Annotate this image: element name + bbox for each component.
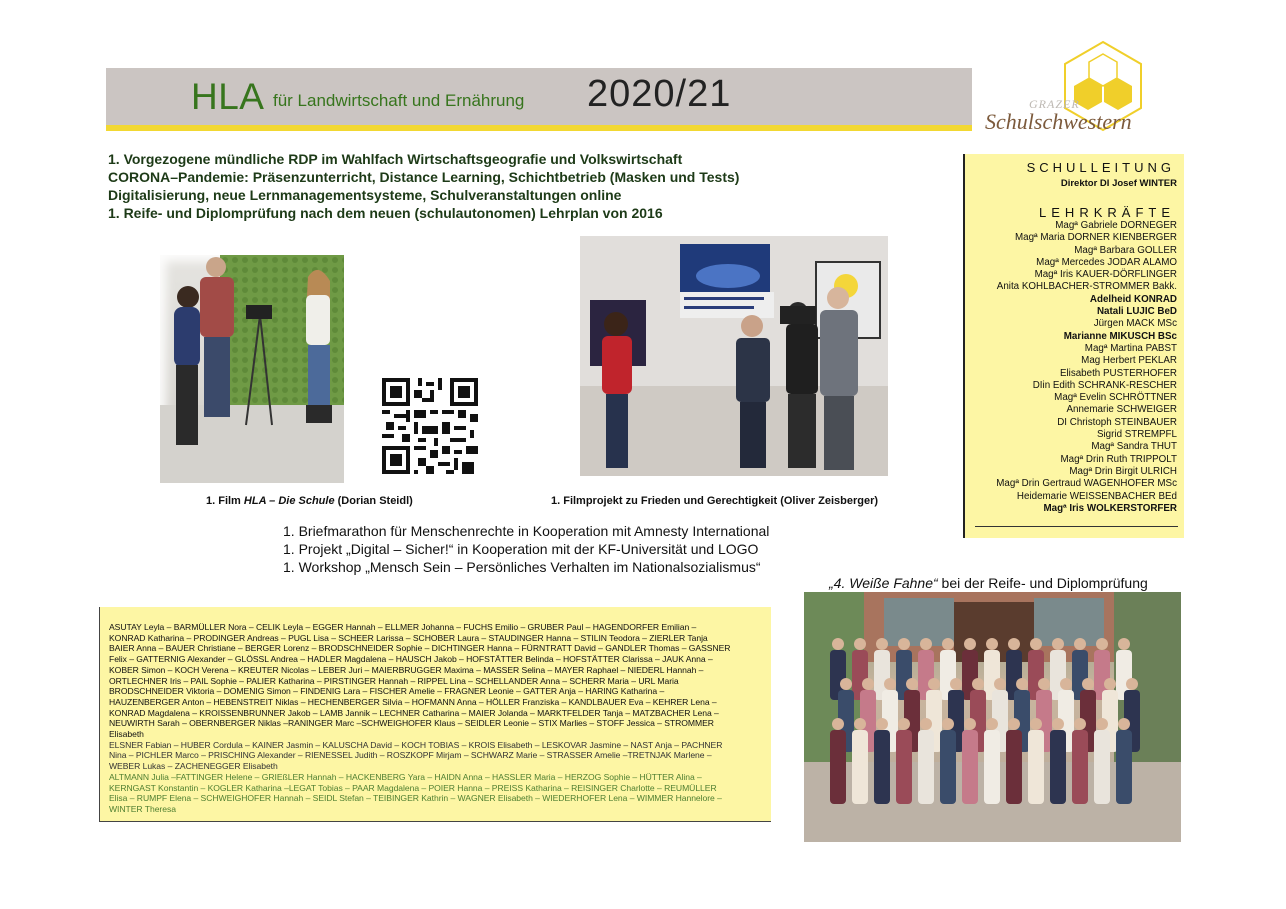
headlines [108,150,828,222]
teacher-name: Jürgen MACK MSc [1093,318,1177,330]
student-line: HAUZENBERGER Anton – HEBENSTREIT Niklas – HECHENBERGER Silvia – HOFMANN Anna – HÖLLER Franziska – KANDLBAUER Eva – KEHRER Lena – [109,696,717,707]
teacher-name: DIin Edith SCHRANK-RESCHER [1032,379,1177,391]
teacher-name: Natali LUJIC BeD [1096,306,1177,318]
logo-grazer-text: GRAZER [1029,97,1080,111]
title-year: 2020/21 [587,73,732,115]
teacher-name: Heidemarie WEISSENBACHER BEd [1016,490,1177,502]
events-list [283,522,769,576]
student-line: Elisabeth [109,729,144,740]
teacher-name: Elisabeth PUSTERHOFER [1059,367,1177,379]
student-line: BAIER Anna – BAUER Christiane – BERGER Lorenz – BRODSCHNEIDER Sophie – DICHTINGER Hanna – FÜRNTRATT David – GANDLER Thomas – GASSNER [109,643,731,654]
teacher-name: Magª Gabriele DORNEGER [1055,220,1177,231]
photo-film-interview [160,255,344,483]
caption-film-suffix: (Dorian Steidl) [334,495,413,507]
teacher-name: Magª Iris WOLKERSTORFER [1043,502,1177,514]
teacher-name: Magª Martina PABST [1084,342,1177,354]
teacher-name: Marianne MIKUSCH BSc [1063,330,1177,342]
title-subtitle: für Landwirtschaft und Ernährung [273,91,525,110]
caption-weisse-fahne [829,575,1148,591]
teacher-name: Magª Barbara GOLLER [1074,244,1177,256]
teacher-name: Magª Maria DORNER KIENBERGER [1014,232,1177,244]
photo-filmprojekt [580,236,888,476]
student-line: WEBER Lukas – ZACHENEGGER Elisabeth [109,761,278,772]
teacher-list [965,220,1177,515]
student-line: WINTER Theresa [109,803,176,814]
student-line: KONRAD Magdalena – KROISSENBRUNNER Jakob – LAMB Jannik – LECHNER Catharina – MAIER Jolanda – MARKTFELDER Tanja – MATZBACHER Lena – [109,707,719,718]
student-line: ORTLECHNER Iris – PAIL Sophie – PALIER Katharina – PIRSTINGER Hannah – RIPPEL Lina – SCHELLANDER Anna – SCHERR Maria – URL Maria [109,675,679,686]
header-underline [106,125,972,131]
event-workshop: 1. Workshop „Mensch Sein – Persönliches Verhalten im Nationalsozialismus“ [283,559,761,575]
student-line: KONRAD Katharina – PRODINGER Andreas – PUGL Lisa – SCHEER Larissa – SCHOBER Laura – STAUDINGER Hanna – STILIN Teodora – ZIERLER Tanja [109,632,708,643]
heading-lehrkraefte: LEHRKRÄFTE [1039,205,1175,220]
headline-2: CORONA–Pandemie: Präsenzunterricht, Distance Learning, Schichtbetrieb (Masken und Tests) [108,169,740,185]
title-hla: HLA [191,76,265,117]
student-line: Felix – GATTERNIG Alexander – GLÖSSL Andrea – HADLER Magdalena – HAUSCH Jakob – HOFSTÄTTER Belinda – HOFSTÄTTER Clarissa – JAUK Anna – [109,654,713,665]
students-box [99,607,771,822]
teacher-name: Mag Herbert PEKLAR [1081,355,1177,367]
student-line: ELSNER Fabian – HUBER Cordula – KAINER Jasmin – KALUSCHA David – KOCH TOBIAS – KROIS Elisabeth – LESKOVAR Jasmine – NAST Anja – PACHNER [109,739,723,750]
logo-schulschwestern-text: Schulschwestern [985,109,1132,134]
student-line: NEUWIRTH Sarah – OBERNBERGER Niklas –RANINGER Marc –SCHWEIGHOFER Klaus – SEIDLER Leonie – STIX Marlies – STOFF Jessica – STROMMER [109,718,714,729]
teacher-name: Magª Mercedes JODAR ALAMO [1036,256,1177,268]
event-digital-sicher: 1. Projekt „Digital – Sicher!“ in Kooperation mit der KF-Universität und LOGO [283,541,759,557]
headline-4: 1. Reife- und Diplomprüfung nach dem neuen (schulautonomen) Lehrplan von 2016 [108,205,663,221]
teacher-name: Magª Drin Birgit ULRICH [1069,465,1177,477]
teacher-name: Magª Drin Gertraud WAGENHOFER MSc [996,478,1177,490]
teacher-name: Annemarie SCHWEIGER [1066,404,1177,416]
school-logo [985,40,1177,150]
student-line: ASUTAY Leyla – BARMÜLLER Nora – CELIK Leyla – EGGER Hannah – ELLMER Johanna – FUCHS Emilio – GRUBER Paul – HAGENDORFER Emilian – [109,622,697,632]
student-line: ALTMANN Julia –FATTINGER Helene – GRIEßLER Hannah – HACKENBERG Yara – HAIDN Anna – HASSLER Maria – HERZOG Sophie – HÜTTER Alina – [109,771,702,782]
teacher-name: Anita KOHLBACHER-STROMMER Bakk. [996,281,1177,293]
teacher-name: Magª Iris KAUER-DÖRFLINGER [1034,269,1177,281]
teacher-name: DI Christoph STEINBAUER [1057,416,1177,428]
student-line: Nina – PICHLER Marco – PRISCHING Alexander – RIENESSEL Judith – ROSZKOPF Mirjam – SCHWARZ Marie – STRASSER Amelie –TRETNJAK Marlene – [109,750,712,761]
caption-film-prefix: 1. Film [206,495,244,507]
teacher-name: Magª Evelin SCHRÖTTNER [1054,392,1177,404]
caption-filmprojekt: 1. Filmprojekt zu Frieden und Gerechtigkeit (Oliver Zeisberger) [551,495,879,507]
staff-divider [975,526,1178,527]
student-line: BRODSCHNEIDER Viktoria – DOMENIG Simon – FINDENIG Lara – FISCHER Amelie – FRAGNER Leonie – GATTER Anja – HARING Katharina – [109,686,665,697]
headline-1: 1. Vorgezogene mündliche RDP im Wahlfach Wirtschaftsgeografie und Volkswirtschaft [108,151,683,167]
director-name: Direktor DI Josef WINTER [1060,178,1177,189]
teacher-name: Sigrid STREMPFL [1096,429,1177,441]
student-list [109,622,769,815]
heading-schulleitung: SCHULLEITUNG [1026,160,1175,175]
fahne-italic: „4. Weiße Fahne“ [829,575,938,591]
qr-code[interactable] [382,378,478,474]
student-line: KOBER Simon – KOCH Verena – KREUTER Nicolas – LEBER Juri – MAIERBRUGGER Maxima – MASSER Selina – MAYER Raphael – NIEDERL Hannah – [109,664,704,675]
headline-3: Digitalisierung, neue Lernmanagementsysteme, Schulveranstaltungen online [108,187,622,203]
teacher-name: Adelheid KONRAD [1089,293,1177,305]
caption-film [206,495,413,507]
staff-panel [963,154,1184,538]
teacher-name: Magª Drin Ruth TRIPPOLT [1060,453,1177,465]
photo-graduation-group [804,592,1181,842]
fahne-rest: bei der Reife- und Diplomprüfung [937,575,1148,591]
student-line: KERNGAST Konstantin – KOGLER Katharina –LEGAT Tobias – PAAR Magdalena – POIER Hanna – PREISS Katharina – REISINGER Charlotte – REUMÜLLER [109,782,717,793]
caption-film-title: HLA – Die Schule [243,495,335,507]
students-divider [100,821,771,822]
event-briefmarathon: 1. Briefmarathon für Menschenrechte in Kooperation mit Amnesty International [283,523,770,539]
student-line: Elisa – RUMPF Elena – SCHWEIGHOFER Hannah – SEIDL Stefan – TEIBINGER Kathrin – WAGNER Elisabeth – WIEDERHOFER Lena – WIMMER Hannelore – [109,793,722,804]
teacher-name: Magª Sandra THUT [1091,441,1177,453]
